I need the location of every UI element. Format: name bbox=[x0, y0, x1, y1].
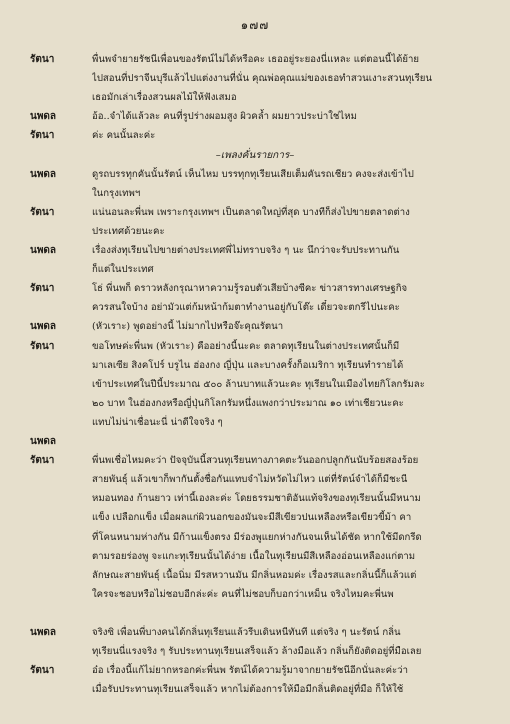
dialogue-text: พี่นพเชื่อไหมคะว่า ปัจจุบันนี้สวนทุเรียนทางภาคตะวันออกปลูกกันนับร้อยสองร้อย bbox=[92, 455, 419, 466]
dialogue-text: (หัวเราะ) พูดอย่างนี้ ไม่มากไปหรือจ๊ะคุณรัตนา bbox=[92, 321, 284, 332]
dialogue-text: ตามรอยร่องพู จะแกะทุเรียนนั้นได้ง่าย เนื้อในทุเรียนมีสีเหลืองอ่อนเหลืองแก่ตาม bbox=[92, 551, 416, 562]
dialogue-text: โธ่ พี่นพก็ ดราวหลังกรุณาหาความรู้รอบตัวเสียบ้างซีคะ ข่าวสารทางเศรษฐกิจ bbox=[92, 283, 408, 294]
dialogue-line bbox=[0, 300, 510, 316]
speaker-name: รัตนา bbox=[30, 207, 55, 218]
dialogue-line bbox=[0, 663, 510, 679]
dialogue-text: ค่ะ คนนั้นละค่ะ bbox=[92, 130, 156, 141]
dialogue-line bbox=[0, 90, 510, 106]
dialogue-text: ไปสอนที่ปราจีนบุรีแล้วไปแต่งงานที่นั่น คุณพ่อคุณแม่ของเธอทำสวนเงาะสวนทุเรียน bbox=[92, 73, 432, 84]
dialogue-line bbox=[0, 339, 510, 355]
speaker-name: นพดล bbox=[30, 169, 57, 180]
speaker-name: รัตนา bbox=[30, 283, 55, 294]
dialogue-line bbox=[0, 606, 510, 622]
speaker-name: นพดล bbox=[30, 245, 57, 256]
dialogue-line bbox=[0, 71, 510, 87]
dialogue-text: เธอมักเล่าเรื่องสวนผลไม้ให้ฟังเสมอ bbox=[92, 92, 237, 103]
dialogue-line bbox=[0, 682, 510, 698]
dialogue-text: หมอนทอง ก้านยาว เท่านี้เองละค่ะ โดยธรรมชาติอันแท้จริงของทุเรียนนั้นมีหนาม bbox=[92, 493, 421, 504]
dialogue-line bbox=[0, 243, 510, 259]
dialogue-text: เมื่อรับประทานทุเรียนเสร็จแล้ว หากไม่ต้องการให้มือมีกลิ่นติดอยู่ที่มือ ก็ให้ใช้ bbox=[92, 684, 404, 695]
dialogue-line bbox=[0, 319, 510, 335]
dialogue-text: ที่โคนหนามห่างกัน มีก้านแข็งตรง มีร่องพูแยกห่างกันจนเห็นได้ชัด หากใช้มีดกรีด bbox=[92, 532, 422, 543]
dialogue-line bbox=[0, 109, 510, 125]
dialogue-text: อ๋อ เรื่องนี้แก้ไม่ยากหรอกค่ะพี่นพ รัตน์ได้ความรู้มาจากยายรัชนีอีกนั่นละค่ะว่า bbox=[92, 665, 408, 676]
dialogue-line bbox=[0, 625, 510, 641]
dialogue-text: ก็แต่ในประเทศ bbox=[92, 264, 154, 275]
dialogue-line bbox=[0, 587, 510, 603]
dialogue-line bbox=[0, 472, 510, 488]
dialogue-text: จริงซิ เพื่อนพี่บางคนได้กลิ่นทุเรียนแล้วรีบเดินหนีทันที แต่จริง ๆ นะรัตน์ กลิ่น bbox=[92, 627, 401, 638]
section-divider: –เพลงคั่นรายการ– bbox=[215, 150, 295, 161]
dialogue-line bbox=[0, 52, 510, 68]
dialogue-line bbox=[0, 510, 510, 526]
dialogue-text: เรื่องส่งทุเรียนไปขายต่างประเทศพี่ไม่ทราบจริง ๆ นะ นึกว่าจะรับประทานกัน bbox=[92, 245, 400, 256]
dialogue-line bbox=[0, 205, 510, 221]
dialogue-line bbox=[0, 644, 510, 660]
speaker-name: นพดล bbox=[30, 627, 57, 638]
dialogue-line bbox=[0, 434, 510, 450]
dialogue-line bbox=[0, 167, 510, 183]
page-number: ๑๗๗ bbox=[240, 18, 270, 32]
dialogue-text: ดูรถบรรทุกคันนั้นรัตน์ เห็นไหม บรรทุกทุเรียนเสียเต็มคันรถเชียว คงจะส่งเข้าไป bbox=[92, 169, 414, 180]
dialogue-text: แน่นอนละพี่นพ เพราะกรุงเทพฯ เป็นตลาดใหญ่ที่สุด บางทีก็ส่งไปขายตลาดต่าง bbox=[92, 207, 410, 218]
speaker-name: รัตนา bbox=[30, 665, 55, 676]
speaker-name: นพดล bbox=[30, 436, 57, 447]
dialogue-text: เข้าประเทศในปีนี้ประมาณ ๕๐๐ ล้านบาทแล้วนะคะ ทุเรียนในเมืองไทยกิโลกรัมละ bbox=[92, 379, 425, 390]
dialogue-text: ประเทศด้วยนะคะ bbox=[92, 226, 165, 237]
speaker-name: รัตนา bbox=[30, 341, 55, 352]
dialogue-line bbox=[0, 186, 510, 202]
speaker-name: รัตนา bbox=[30, 54, 55, 65]
dialogue-line bbox=[0, 281, 510, 297]
dialogue-text: สายพันธุ์ แล้วเขาก็พากันตั้งชื่อกันแทบจำไม่หวัดไม่ไหว แต่ที่รัตน์จำได้ก็มีชะนี bbox=[92, 474, 408, 485]
speaker-name: รัตนา bbox=[30, 130, 55, 141]
dialogue-text: แข็ง เปลือกแข็ง เมื่อผลแก่ผิวนอกของมันจะมีสีเขียวปนเหลืองหรือเขียวขี้ม้า คา bbox=[92, 512, 412, 523]
dialogue-text: อ้อ..จำได้แล้วละ คนที่รูปร่างผอมสูง ผิวคล้ำ ผมยาวประบ่าใช่ไหม bbox=[92, 111, 357, 122]
dialogue-line bbox=[0, 453, 510, 469]
dialogue-line bbox=[0, 491, 510, 507]
dialogue-text: ขอโทษค่ะพี่นพ (หัวเราะ) คืออย่างนี้นะคะ ตลาดทุเรียนในต่างประเทศนั้นก็มี bbox=[92, 341, 400, 352]
speaker-name: นพดล bbox=[30, 321, 57, 332]
dialogue-line bbox=[0, 549, 510, 565]
dialogue-line bbox=[0, 377, 510, 393]
dialogue-line bbox=[0, 358, 510, 374]
dialogue-text: ๒๐ บาท ในฮ่องกงหรือญี่ปุ่นกิโลกรัมหนึ่งแพงกว่าประมาณ ๑๐ เท่าเชียวนะคะ bbox=[92, 398, 404, 409]
dialogue-text: แทบไม่น่าเชื่อนะนี่ น่าดีใจจริง ๆ bbox=[92, 417, 223, 428]
speaker-name: นพดล bbox=[30, 111, 57, 122]
dialogue-line bbox=[0, 568, 510, 584]
dialogue-line bbox=[0, 262, 510, 278]
speaker-name: รัตนา bbox=[30, 455, 55, 466]
dialogue-text: ในกรุงเทพฯ bbox=[92, 188, 141, 199]
dialogue-text: ใครจะชอบหรือไม่ชอบอีกล่ะค่ะ คนที่ไม่ชอบก็บอกว่าเหม็น จริงไหมคะพี่นพ bbox=[92, 589, 394, 600]
dialogue-line bbox=[0, 224, 510, 240]
dialogue-line bbox=[0, 530, 510, 546]
dialogue-text: ทุเรียนนี่แรงจริง ๆ รับประทานทุเรียนเสร็จแล้ว ล้างมือแล้ว กลิ่นก็ยังติดอยู่ที่มือเลย bbox=[92, 646, 422, 657]
dialogue-line bbox=[0, 415, 510, 431]
dialogue-line bbox=[0, 128, 510, 144]
dialogue-text: พื่นพจำยายรัชนีเพื่อนของรัตน์ไม่ได้หรือคะ เธออยู่ระยองนี่แหละ แต่ตอนนี้ได้ย้าย bbox=[92, 54, 420, 65]
dialogue-text: มาเลเซีย สิงคโปร์ บรูไน ฮ่องกง ญี่ปุ่น และบางครั้งก็อเมริกา ทุเรียนทำรายได้ bbox=[92, 360, 404, 371]
dialogue-text: ลักษณะสายพันธุ์ เนื้อนิ่ม มีรสหวานมัน มีกลิ่นหอมค่ะ เรื่องรสและกลิ่นนี้ก็แล้วแต่ bbox=[92, 570, 417, 581]
dialogue-line bbox=[0, 396, 510, 412]
dialogue-text: ควรสนใจบ้าง อย่ามัวแต่ก้มหน้าก้มตาทำงานอยู่กับโต๊ะ เดี๋ยวจะตกรีไปนะคะ bbox=[92, 302, 400, 313]
